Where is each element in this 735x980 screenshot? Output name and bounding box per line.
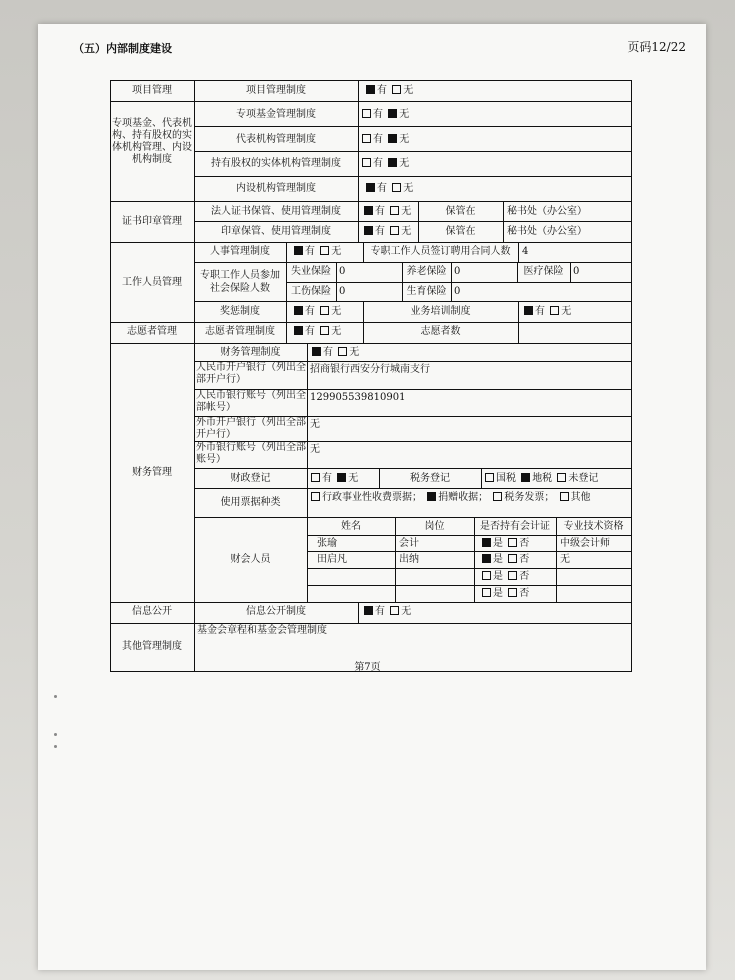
checkbox-checked-icon[interactable] — [388, 134, 397, 143]
checkbox-empty-icon[interactable] — [320, 326, 329, 335]
checkbox-empty-icon[interactable] — [362, 109, 371, 118]
finance-system-check: 有 无 — [310, 346, 359, 359]
medical-insurance-label: 医疗保险 — [523, 266, 564, 277]
certificate-check: 是 否 — [480, 570, 529, 583]
maternity-insurance-label: 生育保险 — [406, 286, 447, 297]
fiscal-registration-check: 有 无 — [309, 472, 358, 485]
checkbox-checked-icon[interactable] — [312, 347, 321, 356]
punch-hole — [54, 733, 57, 736]
seal-management-label: 证书印章管理 — [122, 216, 182, 227]
equity-entity-system-label: 持有股权的实体机构管理制度 — [211, 158, 341, 169]
representative-system-label: 代表机构管理制度 — [236, 134, 316, 145]
checkbox-checked-icon[interactable] — [388, 109, 397, 118]
rmb-bank-label: 人民币开户银行（列出全部开户行） — [196, 362, 306, 385]
seal-system-label: 印章保管、使用管理制度 — [221, 226, 331, 237]
checkbox-empty-icon[interactable] — [311, 473, 320, 482]
special-fund-check: 有 无 — [360, 108, 409, 121]
unemployment-insurance-label: 失业保险 — [291, 266, 331, 277]
checkbox-empty-icon[interactable] — [508, 571, 517, 580]
checkbox-checked-icon[interactable] — [294, 246, 303, 255]
pension-insurance-label: 养老保险 — [406, 266, 447, 277]
checkbox-checked-icon[interactable] — [482, 554, 491, 563]
keep-location-label: 保管在 — [445, 206, 476, 217]
checkbox-empty-icon[interactable] — [390, 606, 399, 615]
checkbox-checked-icon[interactable] — [337, 473, 346, 482]
checkbox-checked-icon[interactable] — [482, 538, 491, 547]
insurance-count-label: 专职工作人员参加社会保险人数 — [200, 270, 280, 294]
checkbox-empty-icon[interactable] — [508, 538, 517, 547]
checkbox-empty-icon[interactable] — [482, 588, 491, 597]
col-certificate: 是否持有会计证 — [480, 521, 550, 532]
certificate-check: 是 否 — [480, 537, 529, 550]
checkbox-empty-icon[interactable] — [485, 473, 494, 482]
project-management-label: 项目管理 — [132, 85, 172, 96]
special-fund-system-label: 专项基金管理制度 — [236, 109, 316, 120]
staff-name: 田启凡 — [317, 554, 347, 565]
checkbox-empty-icon[interactable] — [338, 347, 347, 356]
checkbox-checked-icon[interactable] — [366, 85, 375, 94]
medical-insurance-value: 0 — [573, 266, 580, 277]
project-system-check: 有 无 — [364, 84, 413, 97]
certificate-keeper: 秘书处（办公室） — [507, 206, 587, 217]
checkbox-empty-icon[interactable] — [508, 554, 517, 563]
staff-management-label: 工作人员管理 — [122, 277, 182, 288]
certificate-system-label: 法人证书保管、使用管理制度 — [211, 206, 341, 217]
certificate-check: 有 无 — [362, 205, 411, 218]
bill-type-label: 使用票据种类 — [220, 497, 281, 508]
training-system-check: 有 无 — [522, 305, 571, 318]
checkbox-empty-icon[interactable] — [362, 134, 371, 143]
internal-institution-check: 有 无 — [364, 182, 413, 195]
reward-system-check: 有 无 — [292, 305, 341, 318]
checkbox-checked-icon[interactable] — [294, 306, 303, 315]
staff-post: 会计 — [399, 538, 419, 549]
pension-insurance-value: 0 — [454, 266, 461, 277]
checkbox-checked-icon[interactable] — [364, 606, 373, 615]
tax-registration-label: 税务登记 — [410, 473, 450, 484]
disclosure-label: 信息公开 — [132, 606, 172, 617]
punch-hole — [54, 745, 57, 748]
fiscal-registration-label: 财政登记 — [230, 473, 271, 484]
page-code: 页码12/22 — [627, 40, 686, 54]
representative-check: 有 无 — [360, 133, 409, 146]
checkbox-checked-icon[interactable] — [521, 473, 530, 482]
checkbox-empty-icon[interactable] — [482, 571, 491, 580]
checkbox-empty-icon[interactable] — [320, 306, 329, 315]
checkbox-empty-icon[interactable] — [390, 226, 399, 235]
project-system-label: 项目管理制度 — [246, 85, 306, 96]
hr-system-label: 人事管理制度 — [210, 246, 270, 257]
checkbox-empty-icon[interactable] — [362, 158, 371, 167]
finance-system-label: 财务管理制度 — [220, 347, 281, 358]
staff-qualification: 无 — [560, 554, 570, 565]
staff-qualification: 中级会计师 — [560, 538, 610, 549]
checkbox-checked-icon[interactable] — [427, 492, 436, 501]
reward-system-label: 奖惩制度 — [220, 306, 260, 317]
keep-location-label: 保管在 — [445, 226, 476, 237]
certificate-check: 是 否 — [480, 553, 529, 566]
checkbox-empty-icon[interactable] — [311, 492, 320, 501]
seal-check: 有 无 — [362, 225, 411, 238]
col-qualification: 专业技术资格 — [563, 521, 624, 532]
fx-bank-value: 无 — [310, 419, 320, 430]
checkbox-checked-icon[interactable] — [388, 158, 397, 167]
maternity-insurance-value: 0 — [454, 286, 461, 297]
volunteer-count-label: 志愿者数 — [420, 326, 461, 337]
fx-account-label: 外币银行账号（列出全部账号） — [196, 442, 306, 465]
disclosure-check: 有 无 — [362, 605, 411, 618]
unemployment-insurance-value: 0 — [339, 266, 346, 277]
contract-count-value: 4 — [522, 246, 529, 257]
checkbox-empty-icon[interactable] — [508, 588, 517, 597]
checkbox-empty-icon[interactable] — [550, 306, 559, 315]
section-title: （五）内部制度建设 — [73, 42, 172, 55]
checkbox-empty-icon[interactable] — [320, 246, 329, 255]
other-systems-value: 基金会章程和基金会管理制度 — [197, 625, 327, 636]
internal-institution-system-label: 内设机构管理制度 — [236, 183, 316, 194]
volunteer-management-label: 志愿者管理 — [127, 326, 177, 337]
other-systems-label: 其他管理制度 — [122, 641, 182, 652]
checkbox-empty-icon[interactable] — [493, 492, 502, 501]
equity-entity-check: 有 无 — [360, 157, 409, 170]
checkbox-checked-icon[interactable] — [294, 326, 303, 335]
rmb-bank-value: 招商银行西安分行城南支行 — [310, 364, 430, 375]
checkbox-empty-icon[interactable] — [390, 206, 399, 215]
hr-system-check: 有 无 — [292, 245, 341, 258]
training-system-label: 业务培训制度 — [410, 306, 471, 317]
checkbox-empty-icon[interactable] — [392, 183, 401, 192]
finance-management-label: 财务管理 — [132, 467, 172, 478]
col-name: 姓名 — [341, 521, 361, 532]
staff-name: 张瑜 — [317, 538, 337, 549]
tax-registration-check: 国税 地税 未登记 — [483, 472, 598, 485]
fx-account-value: 无 — [310, 444, 320, 455]
rmb-account-value: 129905539810901 — [310, 392, 406, 403]
seal-keeper: 秘书处（办公室） — [507, 226, 587, 237]
certificate-check: 是 否 — [480, 587, 529, 600]
punch-hole — [54, 695, 57, 698]
bill-type-check: 行政事业性收费票据； 捐赠收据； 税务发票； 其他 — [309, 491, 591, 504]
special-institutions-label: 专项基金、代表机构、持有股权的实体机构管理、内设机构制度 — [112, 118, 192, 165]
injury-insurance-label: 工伤保险 — [291, 286, 331, 297]
fx-bank-label: 外币开户银行（列出全部开户行） — [196, 417, 306, 440]
checkbox-checked-icon[interactable] — [364, 206, 373, 215]
checkbox-checked-icon[interactable] — [524, 306, 533, 315]
contract-count-label: 专职工作人员签订聘用合同人数 — [370, 246, 511, 257]
checkbox-empty-icon[interactable] — [560, 492, 569, 501]
checkbox-checked-icon[interactable] — [366, 183, 375, 192]
rmb-account-label: 人民币银行账号（列出全部帐号） — [196, 390, 306, 413]
staff-post: 出纳 — [399, 554, 419, 565]
page-number: 第7页 — [354, 662, 381, 673]
checkbox-empty-icon[interactable] — [392, 85, 401, 94]
checkbox-checked-icon[interactable] — [364, 226, 373, 235]
col-post: 岗位 — [424, 521, 445, 532]
injury-insurance-value: 0 — [339, 286, 346, 297]
accounting-staff-label: 财会人员 — [230, 554, 271, 565]
volunteer-system-label: 志愿者管理制度 — [205, 326, 275, 337]
checkbox-empty-icon[interactable] — [557, 473, 566, 482]
disclosure-system-label: 信息公开制度 — [246, 606, 306, 617]
volunteer-system-check: 有 无 — [292, 325, 341, 338]
